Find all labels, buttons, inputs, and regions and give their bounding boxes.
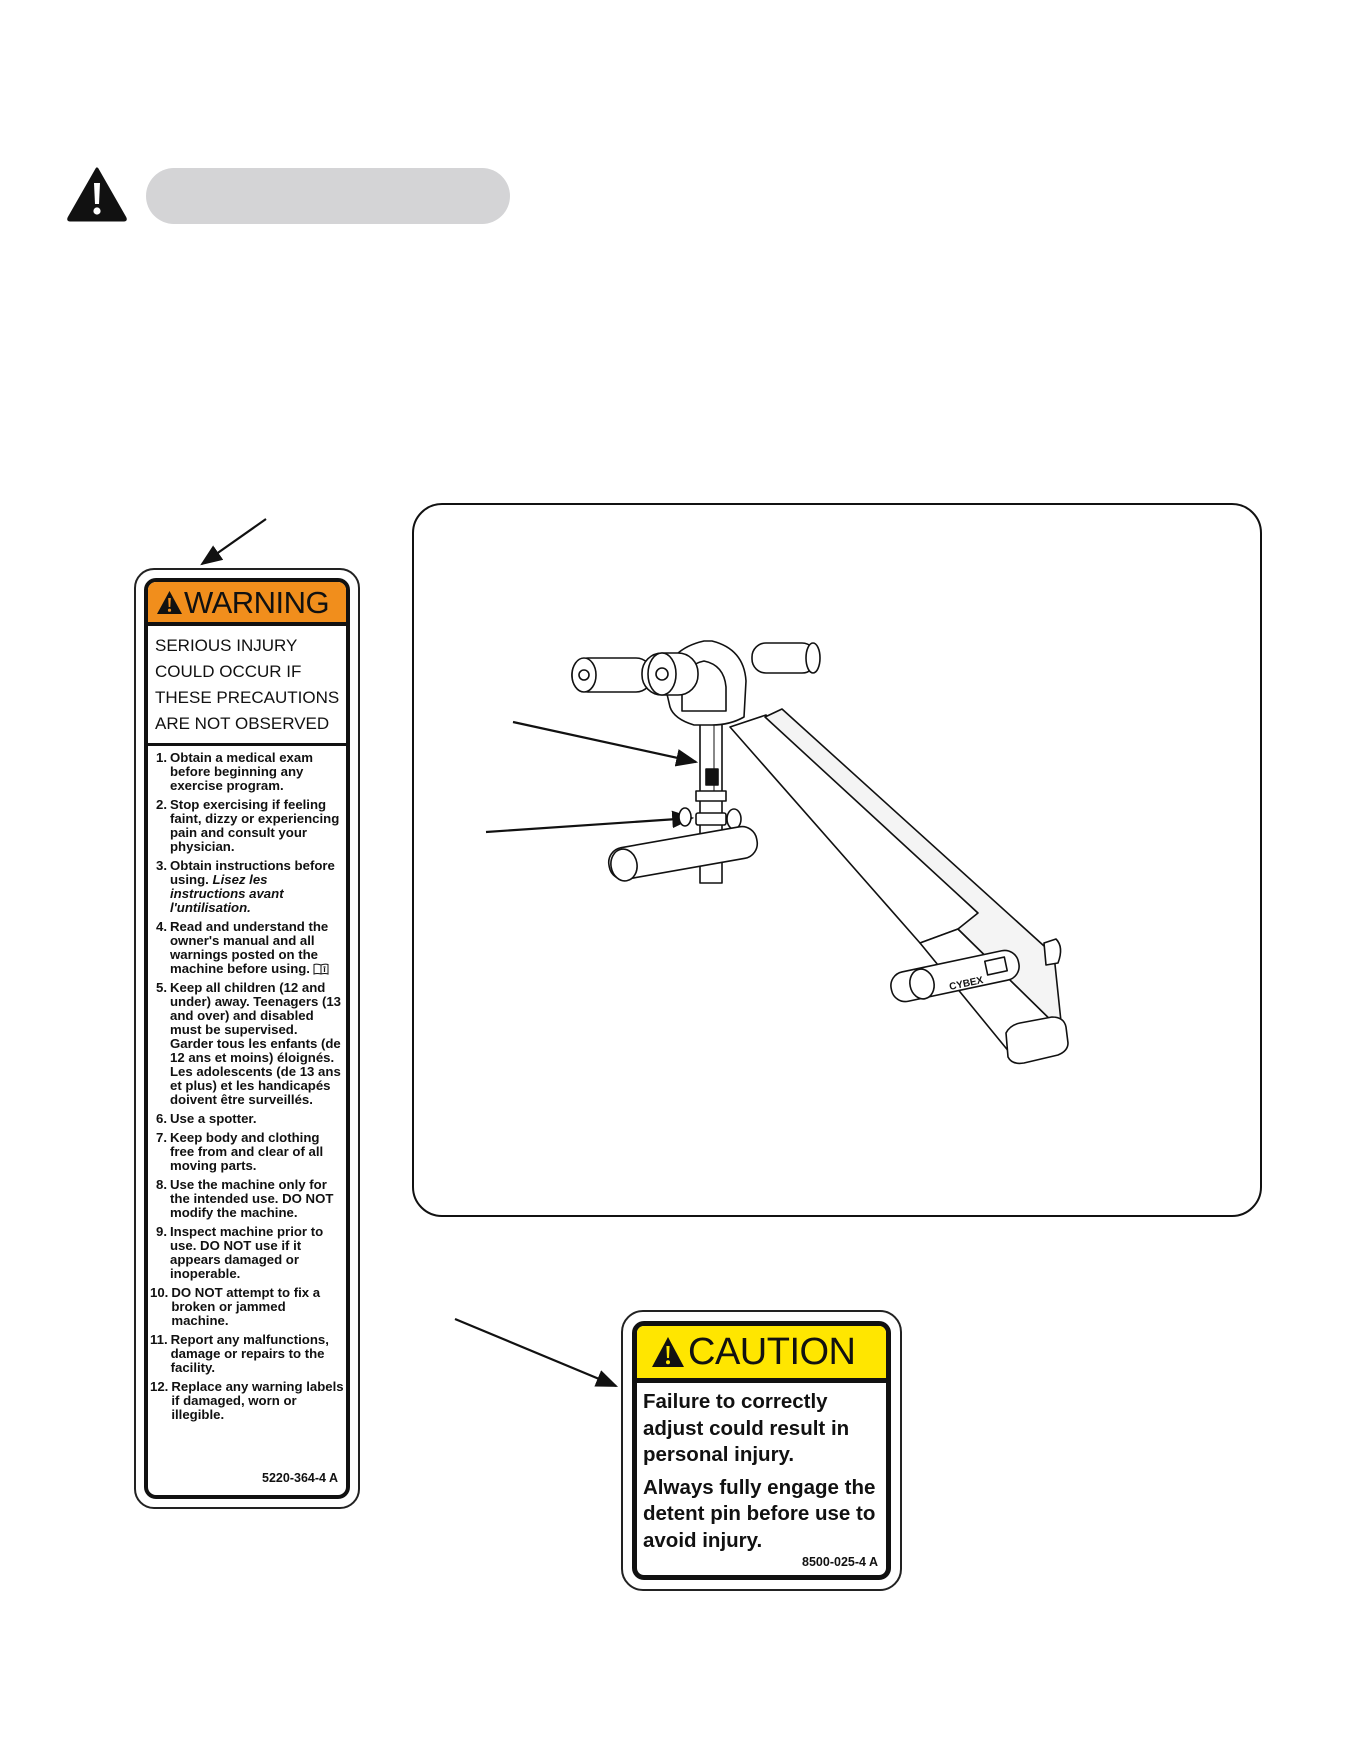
caution-title: CAUTION [688,1331,856,1373]
list-item: 1. Obtain a medical exam before beginning any exercise program. [156,750,313,793]
caution-label [621,1310,902,1591]
list-item: 4. Read and understand the owner's manual and all warnings posted on the machine before using. [156,919,329,976]
warning-subtitle [148,626,346,746]
warning-header [148,582,346,626]
warning-triangle-icon [156,590,183,615]
section-title-bar [146,168,510,224]
warning-part-number: 5220-364-4 A [262,1471,338,1485]
cybex-logo: CYBEX [948,975,985,993]
warning-subtitle-line: THESE PRECAUTIONS [155,688,340,707]
list-item: 10. DO NOT attempt to fix a broken or jammed machine. [150,1285,321,1328]
warning-title: WARNING [184,584,330,620]
warning-subtitle-line: ARE NOT OBSERVED [155,714,330,733]
caution-body [637,1383,886,1554]
list-item: 6. Use a spotter. [156,1111,257,1126]
list-item: 5. Keep all children (12 and under) away. Teenagers (13 and over) and disabled must be supervised. Garder tous les enfants (de 12 ans et moins) éloignés. Les adolescents (de 13 ans et plus) et les handicapés doivent être surveillés. [156,980,342,1107]
list-item: 8. Use the machine only for the intended use. DO NOT modify the machine. [156,1177,334,1220]
warning-subtitle-line: COULD OCCUR IF [155,662,302,681]
list-item: 11. Report any malfunctions, damage or repairs to the facility. [150,1332,329,1375]
adjustable-bench-illustration [412,503,1262,1217]
list-item: 7. Keep body and clothing free from and clear of all moving parts. [156,1130,324,1173]
list-item: 3. Obtain instructions before using. Lisez les instructions avant l'untilisation. [156,858,335,915]
list-item: 2. Stop exercising if feeling faint, dizzy or experiencing pain and consult your physician. [156,797,340,854]
caution-text: Always fully engage the detent pin before use to avoid injury. [643,1475,876,1552]
warning-triangle-icon [651,1336,685,1369]
list-item: 9. Inspect machine prior to use. DO NOT use if it appears damaged or inoperable. [156,1224,324,1281]
caution-text: Failure to correctly adjust could result in personal injury. [643,1390,850,1466]
warning-subtitle-line: SERIOUS INJURY [155,636,298,655]
warning-precautions-list [148,746,346,1422]
book-icon [313,963,329,975]
caution-label-border [632,1321,891,1580]
list-item: 12. Replace any warning labels if damaged, worn or illegible. [150,1379,344,1422]
warning-label [134,568,360,1509]
caution-part-number: 8500-025-4 A [802,1555,878,1569]
warning-triangle-icon [66,166,128,222]
caution-label-arrow [455,1319,616,1386]
warning-label-arrow [202,519,266,564]
warning-label-border [144,578,350,1499]
caution-header [637,1326,886,1383]
